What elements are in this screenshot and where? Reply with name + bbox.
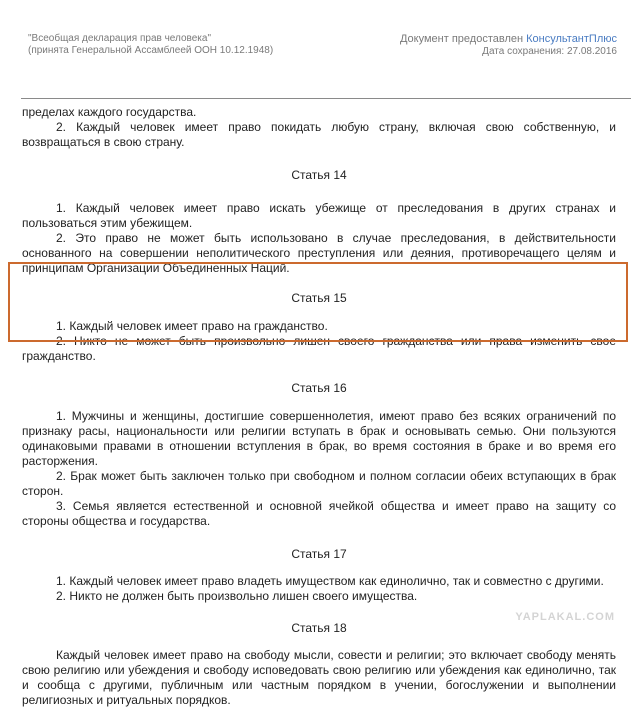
- article-16-title: Статья 16: [291, 381, 347, 395]
- document-title-block: [28, 33, 273, 57]
- article-18-title: Статья 18: [291, 621, 347, 635]
- header-divider: [21, 98, 631, 99]
- article-16-para-2: 2. Брак может быть заключен только при свободном и полном согласии обеих вступающих в брак сторон.: [22, 469, 616, 498]
- article-14-title: Статья 14: [291, 168, 347, 182]
- article-13-para-2: 2. Каждый человек имеет право покидать любую страну, включая свою собственную, и возвращаться в свою страну.: [22, 120, 616, 149]
- article-18-para-1: Каждый человек имеет право на свободу мысли, совести и религии; это включает свободу менять свою религию или убеждения и свободу исповедовать свою религию или убеждения как единолично, так и сообща с другими, публичным или частным порядком в учении, богослужении и выполнении религиозных и ритуальных порядков.: [22, 648, 616, 707]
- article-15-highlight-box: [8, 262, 628, 342]
- provided-label: Документ предоставлен: [399, 33, 527, 45]
- document-title: "Всеобщая декларация прав человека": [28, 33, 212, 44]
- article-17-para-1: 1. Каждый человек имеет право владеть имуществом как единолично, так и совместно с другими.: [56, 574, 604, 588]
- save-date: Дата сохранения: 27.08.2016: [482, 46, 617, 57]
- provider-block: [400, 33, 617, 58]
- article-16-para-1: 1. Мужчины и женщины, достигшие совершеннолетия, имеют право без всяких ограничений по признаку расы, национальности или религии вступать в брак и основывать семью. Они пользуются одинаковыми правами в отношении вступления в брак, во время состояния в браке и во время его расторжения.: [22, 409, 616, 468]
- brand-link[interactable]: КонсультантПлюс: [526, 33, 617, 45]
- article-16-para-3: 3. Семья является естественной и основной ячейкой общества и имеет право на защиту со стороны общества и государства.: [22, 499, 616, 528]
- article-14-para-2: 2. Это право не может быть использовано в случае преследования, в действительности основанного на совершении неполитического преступления или деяния, противоречащего целям и принципам Организации Объединенных Наций.: [22, 231, 616, 275]
- article-17-para-2: 2. Никто не должен быть произвольно лишен своего имущества.: [56, 589, 418, 603]
- document-subtitle: (принята Генеральной Ассамблеей ООН 10.12.1948): [28, 45, 274, 56]
- article-15-title: Статья 15: [291, 291, 347, 305]
- article-15-para-1: 1. Каждый человек имеет право на гражданство.: [56, 319, 328, 333]
- article-14-para-1: 1. Каждый человек имеет право искать убежище от преследования в других странах и пользоваться этим убежищем.: [22, 201, 616, 230]
- provided-by: [400, 33, 617, 46]
- article-17-title: Статья 17: [291, 547, 347, 561]
- article-15-para-2: 2. Никто не может быть произвольно лишен своего гражданства или права изменить свое гражданство.: [22, 334, 616, 363]
- watermark: YAPLAKAL.COM: [515, 611, 615, 623]
- article-13-tail: пределах каждого государства.: [22, 105, 197, 119]
